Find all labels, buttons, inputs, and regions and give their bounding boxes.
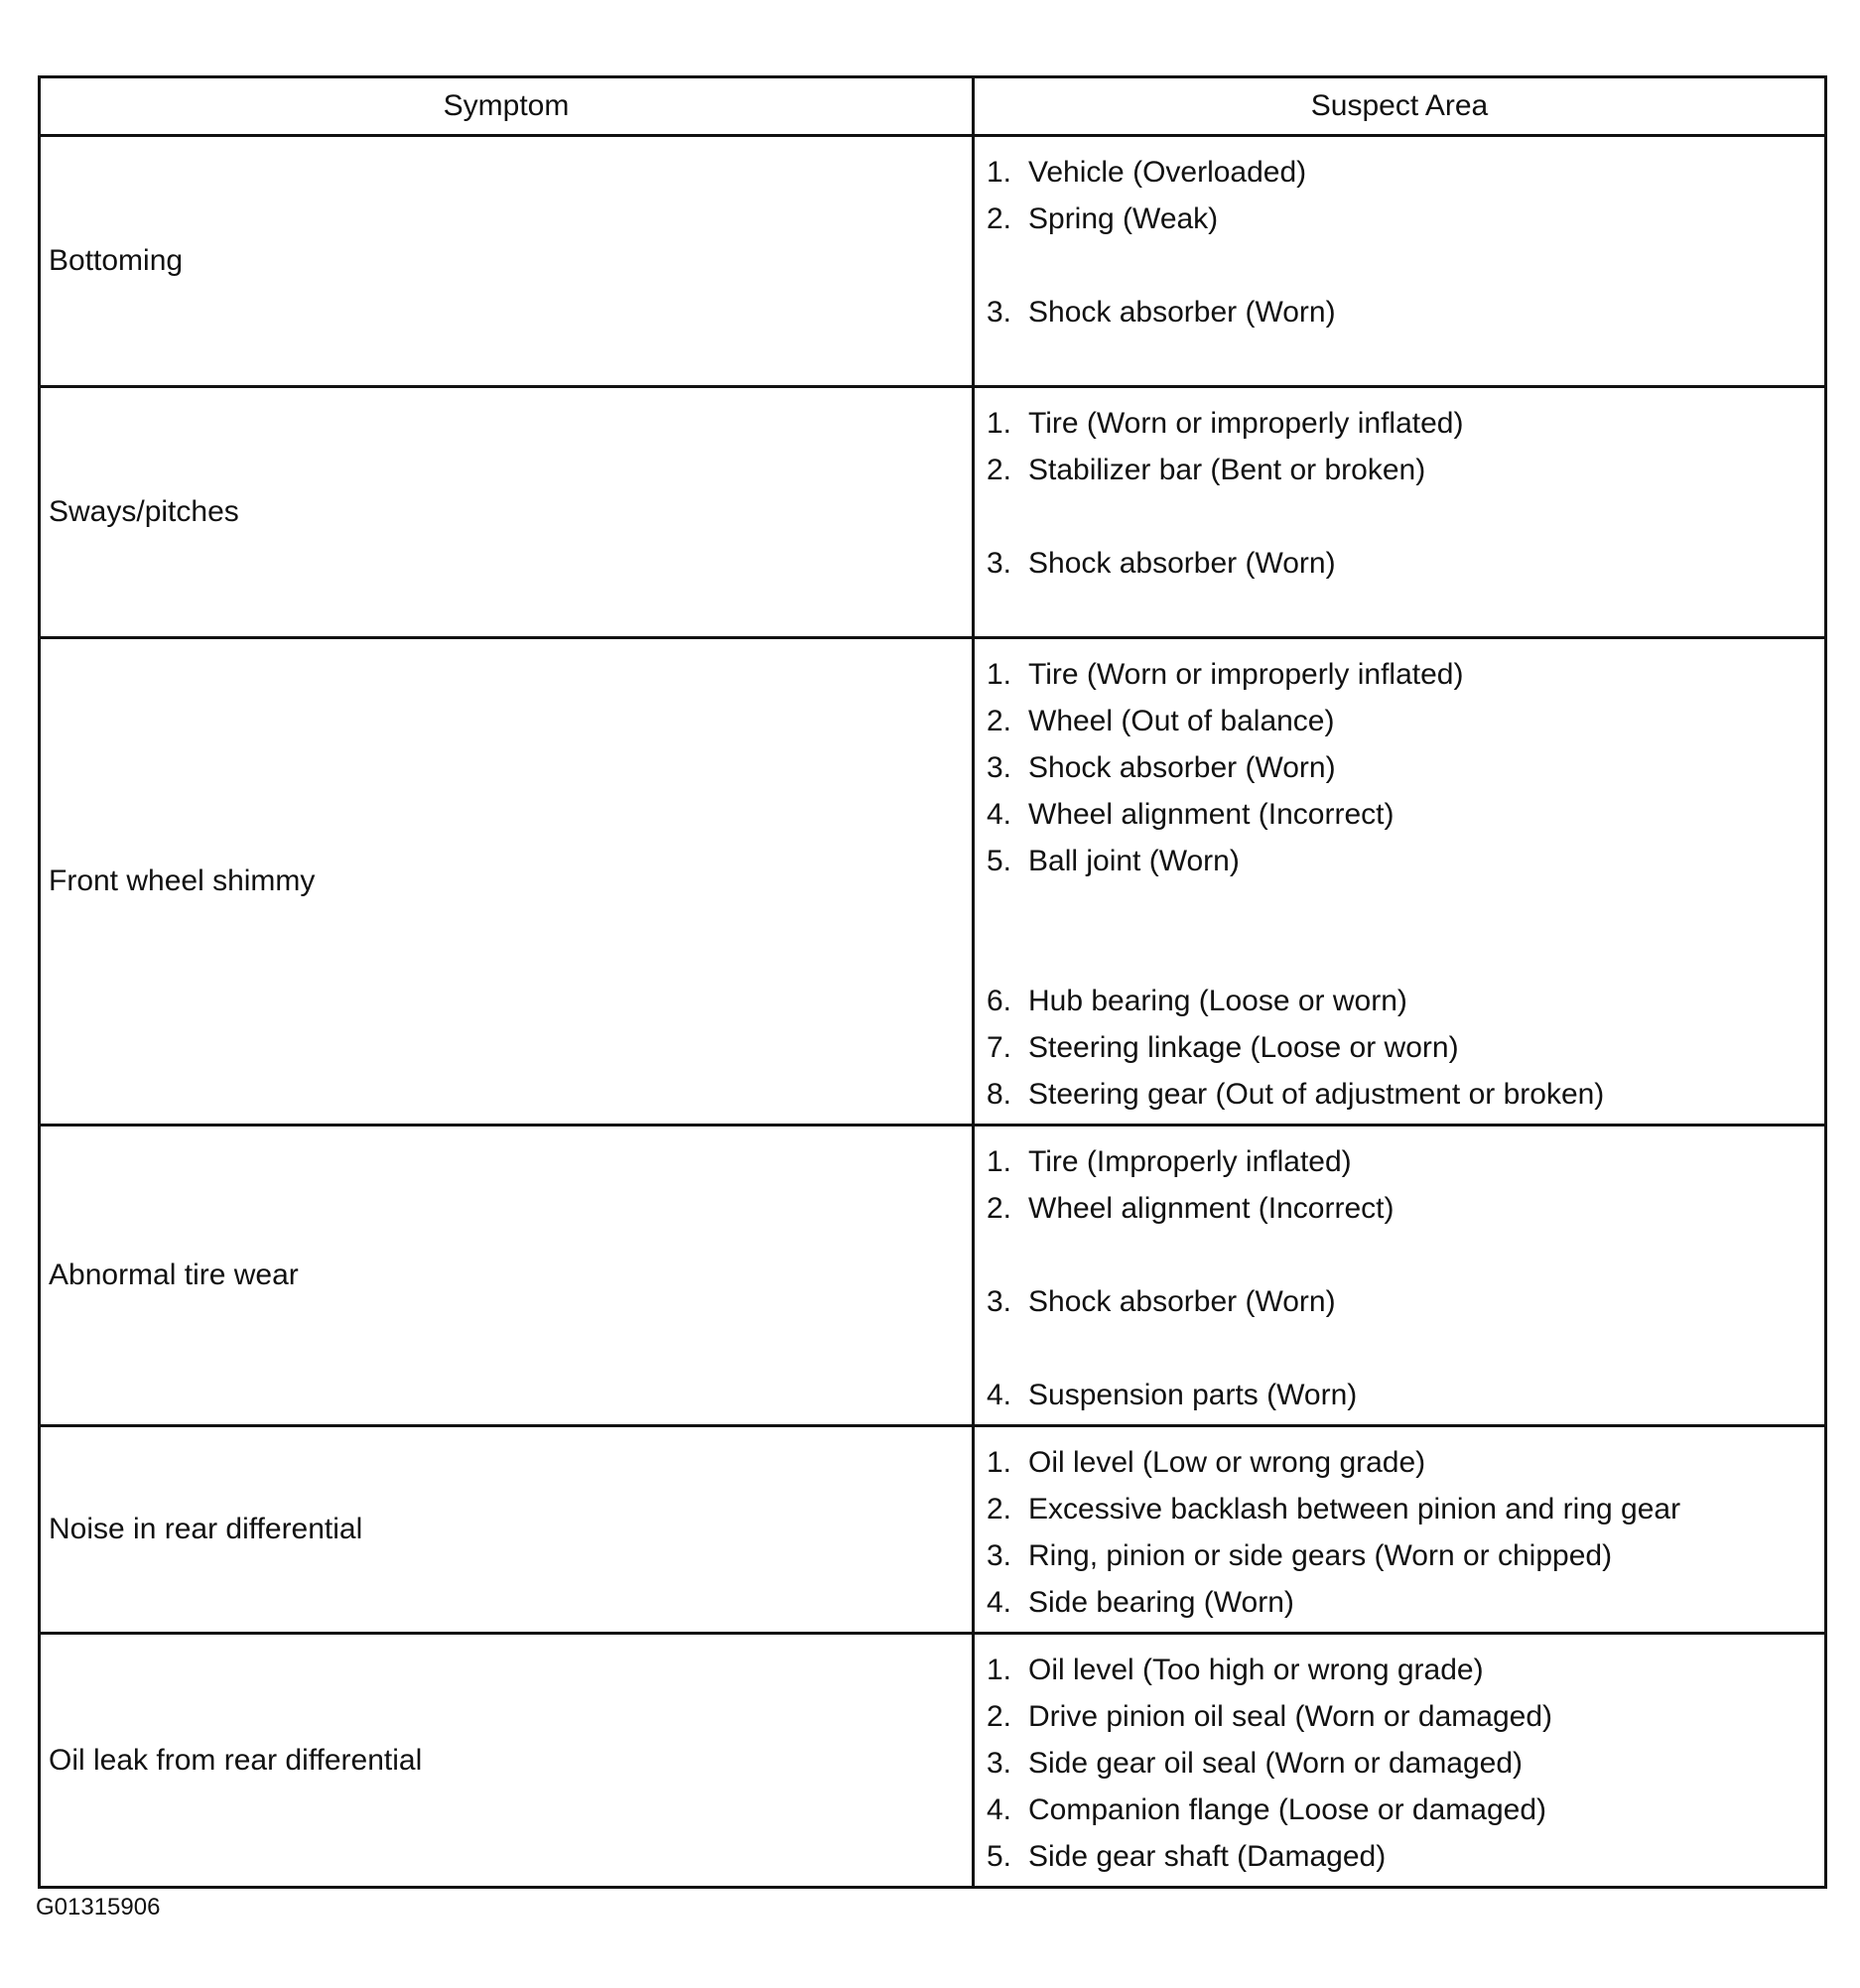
suspect-area-cell	[974, 136, 1826, 387]
item-text: Companion flange (Loose or damaged)	[1028, 1793, 1546, 1826]
item-text: Oil level (Low or wrong grade)	[1028, 1446, 1426, 1479]
list-item	[987, 1647, 1824, 1693]
item-text: Steering gear (Out of adjustment or broken)	[1028, 1078, 1605, 1111]
list-item	[987, 1278, 1824, 1325]
list-item	[987, 1787, 1824, 1833]
table-row	[40, 1126, 1826, 1426]
item-text: Wheel (Out of balance)	[1028, 705, 1335, 737]
list-item	[987, 1372, 1824, 1418]
header-symptom: Symptom	[40, 77, 974, 136]
item-number: 2.	[987, 1493, 1012, 1525]
list-item	[987, 149, 1824, 196]
list-item	[987, 1185, 1824, 1232]
symptom-cell: Sways/pitches	[40, 387, 974, 638]
item-text: Shock absorber (Worn)	[1028, 547, 1336, 580]
item-text: Vehicle (Overloaded)	[1028, 156, 1307, 189]
item-text: Wheel alignment (Incorrect)	[1028, 1192, 1395, 1225]
list-item	[987, 1486, 1824, 1532]
item-number: 3.	[987, 1747, 1012, 1780]
list-item	[987, 1833, 1824, 1880]
item-number: 3.	[987, 1539, 1012, 1572]
item-text: Side gear shaft (Damaged)	[1028, 1840, 1387, 1873]
list-item	[987, 978, 1824, 1024]
item-number: 5.	[987, 1840, 1012, 1873]
symptom-cell: Oil leak from rear differential	[40, 1634, 974, 1888]
item-number: 1.	[987, 658, 1012, 691]
item-text: Ball joint (Worn)	[1028, 845, 1240, 877]
item-text: Hub bearing (Loose or worn)	[1028, 985, 1407, 1017]
list-item	[987, 744, 1824, 791]
list-item	[987, 1439, 1824, 1486]
suspect-area-cell	[974, 1634, 1826, 1888]
symptom-cell: Front wheel shimmy	[40, 638, 974, 1126]
table-row	[40, 1634, 1826, 1888]
item-text: Tire (Worn or improperly inflated)	[1028, 658, 1464, 691]
item-number: 2.	[987, 705, 1012, 737]
list-item	[987, 838, 1824, 884]
item-text: Side bearing (Worn)	[1028, 1586, 1294, 1619]
item-number: 5.	[987, 845, 1012, 877]
item-text: Oil level (Too high or wrong grade)	[1028, 1654, 1484, 1686]
item-text: Wheel alignment (Incorrect)	[1028, 798, 1395, 831]
list-item	[987, 540, 1824, 587]
header-row	[40, 77, 1826, 136]
list-item	[987, 1024, 1824, 1071]
list-item	[987, 447, 1824, 493]
item-text: Spring (Weak)	[1028, 202, 1219, 235]
item-number: 1.	[987, 407, 1012, 440]
list-item	[987, 791, 1824, 838]
item-number: 2.	[987, 1700, 1012, 1733]
item-number: 2.	[987, 202, 1012, 235]
item-number: 7.	[987, 1031, 1012, 1064]
item-text: Steering linkage (Loose or worn)	[1028, 1031, 1459, 1064]
list-item	[987, 1138, 1824, 1185]
item-text: Shock absorber (Worn)	[1028, 751, 1336, 784]
item-text: Drive pinion oil seal (Worn or damaged)	[1028, 1700, 1553, 1733]
table-row	[40, 638, 1826, 1126]
item-number: 2.	[987, 454, 1012, 486]
item-text: Tire (Improperly inflated)	[1028, 1145, 1352, 1178]
item-number: 3.	[987, 751, 1012, 784]
item-number: 4.	[987, 1379, 1012, 1411]
item-number: 3.	[987, 296, 1012, 329]
item-number: 3.	[987, 1285, 1012, 1318]
table-row	[40, 136, 1826, 387]
item-text: Tire (Worn or improperly inflated)	[1028, 407, 1464, 440]
figure-id: G01315906	[36, 1894, 161, 1921]
suspect-area-cell	[974, 1426, 1826, 1634]
item-number: 1.	[987, 1145, 1012, 1178]
symptom-cell: Noise in rear differential	[40, 1426, 974, 1634]
item-number: 4.	[987, 1586, 1012, 1619]
item-number: 6.	[987, 985, 1012, 1017]
suspect-area-cell	[974, 387, 1826, 638]
item-number: 3.	[987, 547, 1012, 580]
item-number: 1.	[987, 1446, 1012, 1479]
list-item	[987, 698, 1824, 744]
list-item	[987, 1693, 1824, 1740]
symptom-cell: Bottoming	[40, 136, 974, 387]
symptom-table	[38, 75, 1827, 1889]
item-text: Stabilizer bar (Bent or broken)	[1028, 454, 1426, 486]
item-number: 8.	[987, 1078, 1012, 1111]
item-text: Shock absorber (Worn)	[1028, 1285, 1336, 1318]
list-item	[987, 651, 1824, 698]
item-number: 4.	[987, 798, 1012, 831]
item-number: 2.	[987, 1192, 1012, 1225]
symptom-cell: Abnormal tire wear	[40, 1126, 974, 1426]
item-number: 4.	[987, 1793, 1012, 1826]
suspect-area-cell	[974, 638, 1826, 1126]
item-text: Suspension parts (Worn)	[1028, 1379, 1358, 1411]
header-suspect-area: Suspect Area	[974, 77, 1826, 136]
diagnosis-table-container	[38, 75, 1824, 1889]
list-item	[987, 400, 1824, 447]
item-text: Shock absorber (Worn)	[1028, 296, 1336, 329]
list-item	[987, 1532, 1824, 1579]
item-text: Excessive backlash between pinion and ring gear	[1028, 1493, 1681, 1525]
list-item	[987, 1740, 1824, 1787]
item-number: 1.	[987, 1654, 1012, 1686]
list-item	[987, 1071, 1824, 1118]
table-row	[40, 1426, 1826, 1634]
list-item	[987, 289, 1824, 335]
list-item	[987, 1579, 1824, 1626]
table-row	[40, 387, 1826, 638]
item-text: Ring, pinion or side gears (Worn or chipped)	[1028, 1539, 1613, 1572]
item-number: 1.	[987, 156, 1012, 189]
suspect-area-cell	[974, 1126, 1826, 1426]
list-item	[987, 196, 1824, 242]
item-text: Side gear oil seal (Worn or damaged)	[1028, 1747, 1524, 1780]
